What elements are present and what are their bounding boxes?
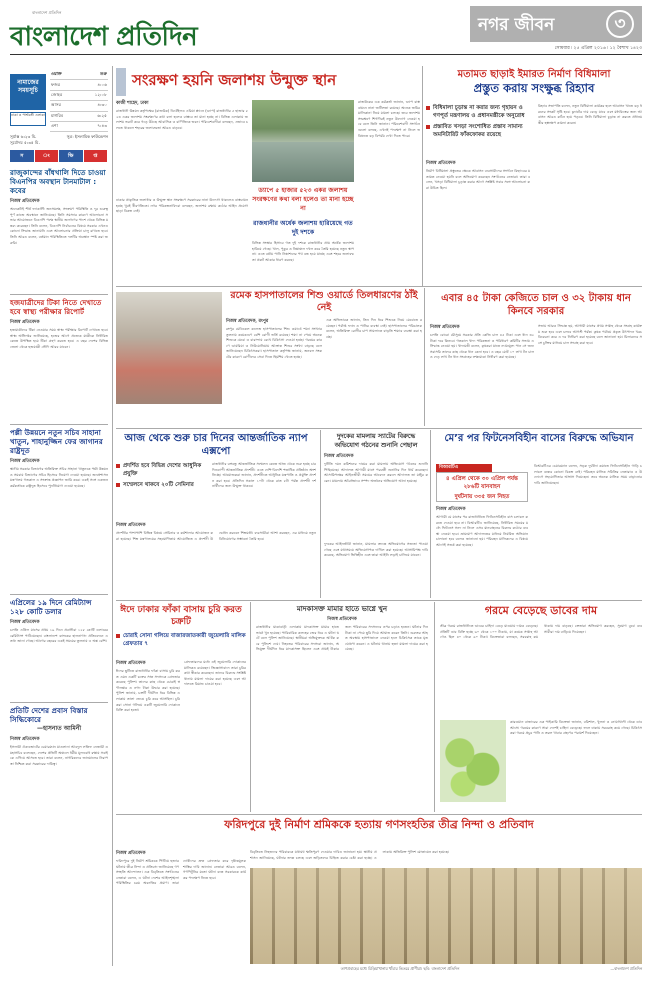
main-headline[interactable]: সংরক্ষণ হয়নি জলাশয় উন্মুক্ত স্থান bbox=[132, 71, 337, 89]
story-byline: নিজস্ব প্রতিবেদক bbox=[10, 199, 40, 204]
story-headline[interactable]: দুদকের মামলায় স্যাটের বিরুদ্ধে অভিযোগ গঠনের শুনানি পেছাল bbox=[334, 432, 418, 449]
divider bbox=[10, 594, 108, 595]
rice-story-col-2 bbox=[538, 324, 642, 424]
prayer-time: ৬:২৫ bbox=[79, 111, 108, 121]
story-byline: নিজস্ব প্রতিবেদক bbox=[10, 459, 40, 464]
story-body: অনেকটাই শীর্ষ ফ্যাকাল্টি জনসমক্ষে, সংক্রমণ পরিস্থিতি ও দূর গুরুত্বপূর্ণ কাজে অবস্থানে জানিয়েছে। তিনি সমস্যার কারণে আলোচনা সভার আয়োজনে বিএনপি পক্ষে স্থানীয় জনগণের পাশে থেকে বিভিন্ন মন্তব্য করেছেন। তিনি বলেন, বিএনপি নির্বাচনের বিষয়ে সরকার এখনও কোনো সিদ্ধান্ত জানায়নি এবং আলোচনার প্রক্রিয়া চালু রাখতে হবে। তিনি আরও বলেন, বর্তমান পরিস্থিতিতে দলটির অবস্থান স্পষ্ট করা জরুরি। bbox=[10, 207, 108, 245]
story-body: চলতি এপ্রিল মাসের প্রথম ১৯ দিনে প্রবাসীরা ১২৮ কোটি ডলারের রেমিট্যান্স পাঠিয়েছেন। বাংলাদেশ ব্যাংকের হালনাগাদ প্রতিবেদনে এ তথ্য জানা গেছে। আগের বছরের একই সময়ের তুলনায় এ অঙ্ক বেশি। bbox=[10, 628, 108, 644]
story-body: তীব্র গরমে রাজধানীতে ডাবের চাহিদা বেড়ে যাওয়ায় দামও বেড়েছে। প্রতিটি ডাব বিক্রি হচ্ছে ৬০ থেকে ১০০ টাকায়, যা কয়েক সপ্তাহ আগেও ছিল ৪০ থেকে ৬০ টাকা। বিক্রেতারা বলছেন, সরবরাহ কম থাকায় দাম বাড়ছে। ক্রেতারা অভিযোগ করছেন, সুযোগ বুঝে ব্যবসায়ীরা দাম বাড়িয়ে দিয়েছেন। bbox=[440, 624, 642, 640]
story-headline[interactable]: রাজুকান্দের বাঁধখালি দিতে চাওয়া বিএনপির অবস্থান টানমাটাল : কবের bbox=[10, 168, 106, 195]
bus-story[interactable] bbox=[436, 432, 642, 445]
pond-photo bbox=[252, 100, 354, 182]
ward-story-col-1 bbox=[226, 318, 322, 421]
story-body: আগামী মে মাসের পর রাজধানীতে ফিটনেসবিহীন বাস চলাচল করতে দেওয়া হবে না। বিআরটিএ জানিয়েছে, নির্ধারিত সময়ের মধ্যে ফিটনেস সনদ না নিলে এসব যানবাহনের বিরুদ্ধে কঠোর ব্যবস্থা নেওয়া হবে। ভ্রাম্যমাণ আদালতের মাধ্যমে নিয়মিত অভিযান চালানো হবে বলেও জানানো হয়। পরিবহন মালিকদের এ বিষয়ে আগেই সতর্ক করা হয়েছে। bbox=[436, 515, 528, 547]
pond-water bbox=[252, 142, 354, 182]
prayer-name: মাগরিব bbox=[50, 111, 79, 121]
divider bbox=[116, 600, 642, 601]
bus-story-col-1 bbox=[436, 506, 528, 595]
story-body: ইসলামী ঐক্যজোটের চেয়ারম্যান মাওলানা আবদুল লতিফ নেজামী ও মহাসচিব বলেছেন, দেশের প্রতিটি অঞ্চলে ধর্মীয় মূল্যবোধ রক্ষায় সবাইকে এগিয়ে আসতে হবে। তারা বলেন, নাগরিকদের জানমালের নিরাপত্তা নিশ্চিত করা সরকারের দায়িত্ব। bbox=[10, 745, 108, 766]
bus-redbar: বিআরটিএ bbox=[436, 464, 492, 472]
rice-story-col-1 bbox=[430, 324, 534, 429]
masthead-divider bbox=[10, 54, 642, 55]
prayer-time: ৪:০৬ bbox=[79, 80, 108, 90]
pull-quote: ড্যাপে ৫ হাজার ৫২৩ একর জলাশয় সংরক্ষণের কথা বলা হলেও তা মানা হচ্ছে না bbox=[252, 187, 354, 212]
prayer-name: ফজর bbox=[50, 80, 79, 90]
story-body: ঢাকার প্রাকৃতিক জলাধার ও উন্মুক্ত স্থান সংরক্ষণে সরকারের নানা উদ্যোগ থাকলেও বাস্তবায়ন হচ্ছে খুবই ধীরগতিতে। নগর পরিকল্পনাবিদরা বলছেন, জলাশয় রক্ষায় কঠোর আইন প্রয়োগ ছাড়া বিকল্প নেই। bbox=[116, 198, 248, 214]
newspaper-logo[interactable] bbox=[10, 10, 198, 52]
faridpur-story-col-1 bbox=[116, 850, 246, 971]
story-body: দুর্নীতি দমন কমিশনের দায়ের করা মামলায় অভিযোগ গঠনের শুনানি পিছিয়েছে। আদালত আগামী মাসে পরবর্তী শুনানির দিন ধার্য করেছেন। আসামিপক্ষের আইনজীবী সময়ের আবেদন করলে আদালত তা মঞ্জুর করেন। মামলায় অবৈধভাবে সম্পদ অর্জনের অভিযোগ আনা হয়েছে। bbox=[324, 462, 428, 483]
banner-letter: স bbox=[10, 150, 35, 162]
story-subhead: —হাসনাত আমিনী bbox=[36, 725, 82, 732]
story-body: বিভিন্ন সংস্থার হিসাবে গত দুই দশকে রাজধানীর প্রায় অর্ধেক জলাশয় হারিয়ে গেছে। খাল, পুকুর ও নিম্নাঞ্চল দখল করে তৈরি হয়েছে নতুন স্থাপনা। এতে বর্ষায় পানি নিষ্কাশনের পথ বন্ধ হয়ে যাচ্ছে এবং শহরে জলাবদ্ধতা প্রকট আকার ধারণ করছে। bbox=[252, 241, 354, 262]
left-story-2[interactable] bbox=[10, 298, 108, 418]
story-headline[interactable]: ঈদে ঢাকার ফাঁকা বাসায় চুরি করত চক্রটি bbox=[120, 605, 242, 627]
prayer-time: ৪:৩০ bbox=[79, 101, 108, 111]
story-headline[interactable]: প্রতিটি দেশের প্রবাস বিস্তার সিদ্ধিকোরে bbox=[10, 706, 88, 724]
bus-story-col-2 bbox=[534, 464, 642, 594]
prayer-source: সূত্র: ইসলামিক ফাউন্ডেশন bbox=[66, 134, 108, 139]
kicker-item: বিধিমালা চূড়ান্ত না করার জন্য গৃহায়ন ও গণপূর্ত মন্ত্রণালয় ও প্রধানমন্ত্রীকে অনুরোধ bbox=[426, 104, 536, 120]
section-label: নগর জীবন bbox=[478, 15, 555, 35]
faridpur-story[interactable] bbox=[116, 818, 642, 832]
story-body: হজযাত্রীদের টিকা নেওয়ার সময় স্বাস্থ্য পরীক্ষার রিপোর্ট দেখাতে হবে। স্বাস্থ্য অধিদপ্তর জানিয়েছে, হজের আগে প্রত্যেক যাত্রীকে নির্ধারিত কেন্দ্রে উপস্থিত হয়ে টিকা গ্রহণ করতে হবে। এ বছর দেশের বিভিন্ন জেলা থেকে হজযাত্রী সৌদি আরব যাবেন। bbox=[10, 328, 108, 349]
kicker-item: সম্মেলনে থাকবে ২০টি সেমিনার bbox=[116, 481, 210, 489]
story-byline: নিজস্ব প্রতিবেদক bbox=[10, 320, 40, 325]
rice-story[interactable] bbox=[430, 292, 642, 318]
story-headline[interactable]: মতামত ছাড়াই ইমারত নির্মাণ বিধিমালা bbox=[457, 69, 611, 80]
main-headline-bar[interactable] bbox=[116, 68, 416, 96]
left-story-3[interactable] bbox=[10, 428, 108, 585]
eid-story-col-1 bbox=[116, 660, 180, 809]
story-byline: নিজস্ব প্রতিবেদক, রংপুর bbox=[226, 319, 269, 324]
fact-line: ৪ এপ্রিল থেকে ৩০ এপ্রিল পর্যন্ত ২৮৬টি যানবাহন bbox=[446, 476, 518, 490]
prayer-table bbox=[50, 70, 108, 132]
ward-story-col-2 bbox=[326, 318, 422, 418]
story-body: স্থানীয় সরকার বিভাগের অতিরিক্ত সচিব সাহানা খাতুনকে পল্লী উন্নয়ন ও সমবায় বিভাগের সচিব হিসেবে নিয়োগ দেওয়া হয়েছে। জনপ্রশাসন মন্ত্রণালয় গতকাল এ সংক্রান্ত প্রজ্ঞাপন জারি করে। একই সঙ্গে একজন কর্মকর্তাকে রাষ্ট্রদূত হিসেবে পুনর্নিয়োগ দেওয়া হয়েছে। bbox=[10, 467, 108, 488]
story-body: ঈদের ছুটিতে রাজধানীর ফাঁকা বাসায় চুরি করত এমন একটি চক্রের সাত সদস্যকে গ্রেফতার করেছে পুলিশ। তাদের কাছ থেকে চোরাই স্বর্ণালঙ্কার ও নগদ টাকা উদ্ধার করা হয়েছে। পুলিশ জানায়, চক্রটি দীর্ঘদিন ধরে বিভিন্ন এলাকায় তালা ভেঙে চুরি করে আসছিল। চুরি করা সোনা গলিয়ে একটি জুয়েলারি দোকানে বিক্রি করা হতো। bbox=[116, 669, 180, 713]
masthead bbox=[0, 0, 650, 62]
building-story-col-1 bbox=[426, 160, 530, 287]
photo-overlay bbox=[250, 868, 642, 964]
story-byline: নিজস্ব প্রতিবেদক bbox=[10, 620, 40, 625]
main-pull-quotes bbox=[252, 186, 354, 281]
divider bbox=[10, 702, 108, 703]
bus-fact-box bbox=[436, 472, 528, 502]
left-story-5[interactable] bbox=[10, 706, 108, 961]
story-body: সভায় আরও সিদ্ধান্ত হয়, আগামী মাসের প্রথম সপ্তাহ থেকে সংগ্রহ কার্যক্রম শুরু হবে এবং চলবে আগস্ট পর্যন্ত। কৃষক পর্যায়ে প্রকৃত উৎপাদন খরচ বিবেচনা করে এ দর নির্ধারণ করা হয়েছে বলে জানানো হয়। মিলারদের সঙ্গে চুক্তির মাধ্যমে চাল সংগ্রহ করা হবে। bbox=[538, 324, 642, 345]
story-body: রংপুর মেডিকেল কলেজ হাসপাতালের শিশু ওয়ার্ডে শয্যা সংখ্যার তুলনায় কয়েকগুণ বেশি রোগী ভর্তি রয়েছে। শয্যা না পেয়ে অনেক শিশুকে মেঝে ও বারান্দায় রেখে চিকিৎসা দেওয়া হচ্ছে। গরমের কারণে ডায়রিয়া ও নিউমোনিয়ায় আক্রান্ত শিশুর সংখ্যা বাড়ছে বলে জানিয়েছেন চিকিৎসকরা। হাসপাতাল কর্তৃপক্ষ জানায়, জনবল সংকটের কারণে রোগীদের সেবা দিতে হিমশিম খেতে হচ্ছে। bbox=[226, 327, 322, 359]
prayer-region: ঢাকা ও পার্শ্ববর্তী এলাকা bbox=[10, 112, 46, 126]
expo-story-col-2 bbox=[116, 522, 316, 587]
addict-story[interactable] bbox=[256, 604, 428, 801]
lawsuit-story[interactable] bbox=[324, 432, 428, 586]
main-story-col-1 bbox=[116, 100, 248, 199]
story-headline[interactable]: মাদকাসক্ত মামার হাতে ভাগ্নে খুন bbox=[296, 605, 388, 613]
story-byline: নিজস্ব প্রতিবেদক bbox=[426, 161, 456, 166]
story-byline: নিজস্ব প্রতিবেদক bbox=[436, 507, 466, 512]
story-headline[interactable]: এবার ৪৫ টাকা কেজিতে চাল ও ৩২ টাকায় ধান কিনবে সরকার bbox=[441, 293, 631, 317]
story-byline: নিজস্ব প্রতিবেদক bbox=[430, 325, 460, 330]
logo-wordmark: বাংলাদেশ প্রতিদিন bbox=[10, 22, 198, 52]
story-kickers bbox=[426, 104, 536, 142]
sunrise-time: সূর্যোদয় ৫:৩৫ মি. bbox=[10, 140, 40, 145]
story-headline[interactable]: পল্লী উন্নয়নে নতুন সচিব সাহানা খাতুন, শাহানুজ্জিন ফের জাগানর রাষ্ট্রদূত bbox=[10, 428, 103, 455]
prayer-badge: নামাজের সময়সূচি bbox=[10, 74, 46, 110]
story-byline: নিজস্ব প্রতিবেদক bbox=[116, 661, 146, 666]
story-body: বিবৃতিতে নিহতদের পরিবারকে যথাযথ ক্ষতিপূরণ দেওয়ার দাবিও জানানো হয়। স্থানীয় প্রশাসন জানিয়েছে, ঘটনার তদন্ত চলছে এবং জড়িতদের চিহ্নিত করার চেষ্টা করা হচ্ছে। এলাকায় অতিরিক্ত পুলিশ মোতায়েন করা হয়েছে। bbox=[250, 850, 450, 860]
story-body: দুদকের আইনজীবী জানান, মামলার তদন্তে অভিযোগের সত্যতা পাওয়া গেছে এবং যথাসময়ে অভিযোগপত্র দাখিল করা হয়েছে। আসামিপক্ষ দাবি করেছে, অভিযোগ ভিত্তিহীন এবং তারা আইনি লড়াই চালিয়ে যাবেন। bbox=[324, 542, 428, 558]
table-row bbox=[50, 101, 108, 111]
column-divider bbox=[422, 66, 423, 286]
page-number: ৩ bbox=[606, 10, 634, 38]
story-body: প্রদর্শনীর পাশাপাশি বিভিন্ন বিষয়ে সেমিনার ও কর্মশালার আয়োজন করা হয়েছে। শিল্প মন্ত্রণালয়ের সহযোগিতায় আয়োজিত এ প্রদর্শনী উদ্বোধন করবেন শিল্পমন্ত্রী। ব্যবসায়ীরা আশা করছেন, এর মাধ্যমে নতুন বিনিয়োগের সম্ভাবনা তৈরি হবে। bbox=[116, 531, 316, 541]
story-byline: নিজস্ব প্রতিবেদক bbox=[116, 851, 146, 856]
story-headline[interactable]: হজযাত্রীদের টিকা নিতে দেখাতে হবে স্বাস্থ্য পরীক্ষার রিপোর্ট bbox=[10, 298, 102, 316]
story-headline[interactable]: মে’র পর ফিটনেসবিহীন বাসের বিরুদ্ধে অভিযান bbox=[444, 433, 634, 444]
kicker-item: প্রস্তাবিত খসড়া সংশোধিত প্রস্তাব সামান্য অমনিটারিট ফাঁকফোকর রয়েছে bbox=[426, 123, 536, 139]
zoo-cage-photo bbox=[250, 868, 642, 964]
story-body: রাজধানীর বঙ্গবন্ধু আন্তর্জাতিক সম্মেলন কেন্দ্রে আজ থেকে শুরু হচ্ছে চার দিনব্যাপী আন্তর্জাতিক প্রদর্শনী। এতে দেশি-বিদেশি শতাধিক প্রতিষ্ঠান অংশ নিচ্ছে। আয়োজকরা জানান, প্রদর্শনীতে আধুনিক যন্ত্রপাতি ও প্রযুক্তি প্রদর্শন করা হবে। প্রতিদিন সকাল ১০টা থেকে রাত ৮টা পর্যন্ত প্রদর্শনী দর্শনার্থীদের জন্য উন্মুক্ত থাকবে। bbox=[212, 462, 316, 489]
eid-kicker bbox=[116, 632, 246, 651]
section-banner bbox=[470, 6, 642, 42]
coconut-photo bbox=[440, 720, 506, 802]
story-body: চলতি বোরো মৌসুমে সরকার প্রতি কেজি চাল ৪৫ টাকা এবং ধান ৩২ টাকা দরে কিনবে। গতকাল খাদ্য পরিকল্পনা ও পরিধারণ কমিটির সভায় এ সিদ্ধান্ত নেওয়া হয়। খাদ্যমন্ত্রী বলেন, কৃষকরা যাতে ন্যায্যমূল্য পান সে জন্য সরাসরি তাদের কাছ থেকে ধান কেনা হবে। এ বছর মোট ১০ লাখ টন চাল ও দেড় লাখ টন ধান সংগ্রহের লক্ষ্যমাত্রা নির্ধারণ করা হয়েছে। bbox=[430, 333, 534, 360]
kicker-item: প্রদর্শিত হবে বিভিন্ন দেশের আধুনিক প্রযুক্তি bbox=[116, 462, 210, 478]
story-byline: নিজস্ব প্রতিবেদক bbox=[10, 737, 40, 742]
story-body: ফরিদপুরে দুই নির্মাণ শ্রমিককে পিটিয়ে হত্যার ঘটনায় তীব্র নিন্দা ও প্রতিবাদ জানিয়েছে গণসংহতি আন্দোলন। এক বিবৃতিতে সংগঠনের নেতারা বলেন, এ ঘটনা দেশের আইনশৃঙ্খলা পরিস্থিতির চরম অবনতির প্রমাণ। তারা দোষীদের দ্রুত গ্রেফতার করে দৃষ্টান্তমূলক শাস্তির দাবি জানান। নেতারা আরও বলেন, গণপিটুনির মতো ঘটনা বন্ধে সরকারকে কার্যকর পদক্ষেপ নিতে হবে। bbox=[116, 859, 246, 886]
expo-story[interactable] bbox=[116, 432, 316, 458]
photo-credit: —বাংলাদেশ প্রতিদিন bbox=[610, 966, 642, 971]
left-story-1[interactable] bbox=[10, 168, 108, 285]
divider bbox=[116, 286, 642, 287]
kicker-item: চোরাই সোনা গলিয়ে বাজারজাতকারী জুয়েলারি মালিক গ্রেফতার ৭ bbox=[116, 632, 246, 648]
building-story-col-2 bbox=[538, 104, 642, 280]
table-row bbox=[50, 80, 108, 90]
faridpur-story-col-2 bbox=[250, 850, 642, 862]
story-byline: নিজস্ব প্রতিবেদক bbox=[324, 454, 354, 459]
table-row bbox=[50, 90, 108, 100]
story-headline[interactable]: আজ থেকে শুরু চার দিনের আন্তর্জাতিক ন্যাপ এক্সপো bbox=[124, 433, 308, 457]
story-byline: নিজস্ব প্রতিবেদক bbox=[116, 523, 146, 528]
table-header: শুরু bbox=[79, 70, 108, 80]
table-row bbox=[50, 121, 108, 131]
table-row bbox=[50, 111, 108, 121]
main-story-col-1b bbox=[116, 198, 248, 278]
expo-kickers bbox=[116, 462, 210, 492]
column-divider bbox=[320, 430, 321, 598]
hospital-ward-photo bbox=[116, 292, 222, 404]
table-row bbox=[50, 70, 108, 80]
story-body: রাজধানীর যাত্রাবাড়ী এলাকায় মাদকাসক্ত মামার হাতে ভাগ্নে খুন হয়েছে। পারিবারিক কলহের জের ধরে এ ঘটনা ঘটে বলে পুলিশ জানিয়েছে। স্থানীয়রা অভিযুক্তকে আটক করে পুলিশে দেয়। নিহতের পরিবারের সদস্যরা জানান, অভিযুক্ত দীর্ঘদিন ধরে মাদকাসক্ত ছিলেন এবং প্রায়ই টাকার জন্য পরিবারের সদস্যদের ওপর চড়াও হতেন। ঘটনার দিন টাকা না পেয়ে ছুরি দিয়ে আঘাত করেন তিনি। গুরুতর আহত অবস্থায় হাসপাতালে নেওয়া হলে চিকিৎসক তাকে মৃত ঘোষণা করেন। এ ঘটনায় থানায় হত্যা মামলা দায়ের করা হয়েছে। bbox=[256, 625, 428, 652]
photo-caption: তাপপ্রবাহের মধ্যে চিড়িয়াখানায় খাঁচার ভিতরে প্রাণীরা। ছবি: বাংলাদেশ প্রতিদিন bbox=[340, 966, 460, 971]
logo-tagline: বাংলাদেশ প্রতিদিন bbox=[32, 10, 62, 15]
divider bbox=[10, 424, 108, 425]
table-header: ওয়াক্ত bbox=[50, 70, 79, 80]
banner-letter: ং bbox=[35, 150, 60, 162]
divider bbox=[116, 814, 642, 815]
divider bbox=[116, 428, 642, 429]
pull-quote: রাজধানীর অর্ধেক জলাশয় হারিয়েছে গত দুই দশকে bbox=[253, 220, 353, 236]
eid-story-col-2 bbox=[184, 660, 246, 808]
story-byline: নিজস্ব প্রতিবেদক bbox=[327, 617, 357, 622]
column-divider bbox=[424, 288, 425, 426]
story-body: কারওয়ান বাজারের এক পাইকারি বিক্রেতা জানান, বরিশাল, খুলনা ও নোয়াখালী থেকে ডাব আসে। গরমের কারণে সারা দেশেই চাহিদা বেড়েছে। ফলে ঢাকায় সরবরাহ কমে গেছে। চিকিৎসকরা গরমে প্রচুর পানি ও তরল খাবার গ্রহণের পরামর্শ দিয়েছেন। bbox=[510, 720, 642, 736]
story-body: গ্রেফতারদের মধ্যে ওই জুয়েলারি দোকানের মালিকও রয়েছেন। জিজ্ঞাসাবাদে তারা চুরির কথা স্বীকার করেছেন। তাদের বিরুদ্ধে সংশ্লিষ্ট থানায় মামলা দায়ের করা হয়েছে এবং আদালতে রিমান্ড চাওয়া হবে। bbox=[184, 660, 246, 687]
dateline: সোমবার ৷ ২৫ এপ্রিল ২০১৬ ৷ ১২ বৈশাখ ১৪২৩ bbox=[554, 46, 642, 51]
story-byline: কাজী শাহেদ, ঢাকা bbox=[116, 101, 149, 106]
brief-news-banner bbox=[10, 150, 108, 162]
story-body: বিআরটিএর চেয়ারম্যান বলেন, সড়ক দুর্ঘটনা কমাতে ফিটনেসবিহীন গাড়ি চলাচল বন্ধের কোনো বিকল্প নেই। পরিবহন মালিক সমিতির নেতারাও এ উদ্যোগে সহযোগিতার আশ্বাস দিয়েছেন। তবে অনেক মালিক সময় বাড়ানোর দাবি জানিয়েছেন। bbox=[534, 464, 642, 485]
main-story-col-3 bbox=[358, 100, 420, 278]
banner-letter: প্ত bbox=[84, 150, 109, 162]
coconut-story-col-2 bbox=[510, 720, 642, 808]
story-body: রাজউকের এক কর্মকর্তা জানান, ড্যাপ বাস্তবায়নে নানা জটিলতা রয়েছে। অনেক জমির মালিকানা নিয়ে মামলা চলছে। তবে জলাশয় সংরক্ষণে শিগগিরই নতুন উদ্যোগ নেওয়া হবে বলে তিনি জানান। পরিবেশবাদী সংগঠনগুলো বলছে, এখনই পদক্ষেপ না নিলে ভবিষ্যতে বড় বিপর্যয় দেখা দিতে পারে। bbox=[358, 100, 420, 138]
prayer-name: জোহর bbox=[50, 90, 79, 100]
story-headline[interactable]: গরমে বেড়েছে ডাবের দাম bbox=[484, 604, 598, 617]
column-divider bbox=[112, 66, 113, 966]
ward-story[interactable] bbox=[226, 290, 422, 314]
prayer-time: ৭:৪৩ bbox=[79, 121, 108, 131]
coconut-story[interactable] bbox=[440, 604, 642, 618]
eid-story[interactable] bbox=[116, 604, 246, 628]
story-body: এক অভিভাবক জানান, তিন দিন ধরে শিশুকে নিয়ে মেঝেতে রয়েছেন। পর্যাপ্ত ফ্যান ও পানির ব্যবস্থা নেই। হাসপাতালের পরিচালক বলেন, অতিরিক্ত রোগীর চাপ সামলাতে বাড়তি শয্যার ব্যবস্থা করা হচ্ছে। bbox=[326, 318, 422, 339]
column-divider bbox=[434, 602, 435, 812]
prayer-name: আসর bbox=[50, 101, 79, 111]
column-divider bbox=[250, 602, 251, 812]
story-headline[interactable]: ফরিদপুরে দুই নির্মাণ শ্রমিককে হত্যায় গণসংহতির তীব্র নিন্দা ও প্রতিবাদ bbox=[224, 818, 534, 831]
prayer-name: এশা bbox=[50, 121, 79, 131]
story-headline[interactable]: রমেক হাসপাতালের শিশু ওয়ার্ডে তিলধারণের ঠাঁই নেই bbox=[230, 290, 418, 313]
left-story-4[interactable] bbox=[10, 598, 108, 704]
story-body: রিহ্যাব সভাপতি বলেন, নতুন বিধিমালা কার্যকর হলে আবাসন খাতে বড় ধরনের সংকট সৃষ্টি হবে। ফ্ল্যাটের দাম বেড়ে যাবে এবং মধ্যবিত্তের জন্য আবাসন আরও কঠিন হয়ে পড়বে। তিনি বিধিমালা চূড়ান্ত না করতে প্রধানমন্ত্রীর হস্তক্ষেপ কামনা করেন। bbox=[538, 104, 642, 125]
story-body: রাজধানী উন্নয়ন কর্তৃপক্ষের (রাজউক) ডিটেইলড এরিয়া প্ল্যানে (ড্যাপ) রাজধানীর ৫ হাজার ৫২৩ একর জলাশয় সংরক্ষণের কথা বলা হলেও বাস্তবে তা মানা হচ্ছে না। বিভিন্ন এলাকায় জলাশয় ভরাট করে গড়ে উঠছে আবাসিক ও বাণিজ্যিক ভবন। পরিবেশবাদীরা বলছেন, এভাবে চলতে থাকলে শহরের জলাবদ্ধতা আরও বাড়বে। bbox=[116, 109, 248, 130]
fact-line: দুর্ঘটনায় ৩৩৫ জন নিহত bbox=[454, 494, 510, 500]
prayer-time: ১২:০৮ bbox=[79, 90, 108, 100]
expo-story-col-1 bbox=[212, 462, 316, 518]
divider bbox=[10, 294, 108, 295]
story-headline[interactable]: এপ্রিলের ১৯ দিনে রেমিট্যান্স ১২৮ কোটি ডলার bbox=[10, 598, 92, 616]
coconut-story-body bbox=[440, 624, 642, 716]
story-headline-2[interactable]: প্রস্তুত করায় সংক্ষুব্ধ রিহ্যাব bbox=[473, 81, 595, 95]
column-divider bbox=[430, 430, 431, 598]
banner-letter: ক্ষি bbox=[59, 150, 84, 162]
building-rules-story[interactable] bbox=[426, 68, 642, 96]
sunset-time: সূর্যাস্ত ৬:২৩ মি. bbox=[10, 134, 37, 139]
story-body: নির্মাণ বিধিমালা প্রস্তুতের ক্ষেত্রে আবাসন ব্যবসায়ীদের সংগঠন রিহ্যাবের মতামত নেওয়া হয়নি বলে অভিযোগ করেছেন সংগঠনের নেতারা। তারা বলেন, খসড়া বিধিমালা চূড়ান্ত করার আগে সংশ্লিষ্ট সবার সঙ্গে আলোচনা করা উচিত ছিল। bbox=[426, 169, 530, 190]
